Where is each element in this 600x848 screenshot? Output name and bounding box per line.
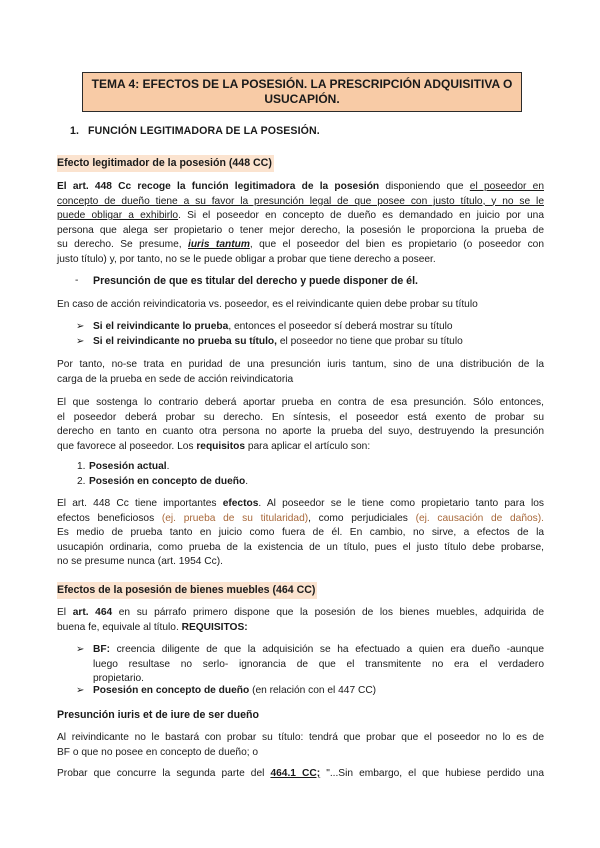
bold-text: Si el reivindicante lo prueba: [93, 321, 229, 332]
underlined-text: el poseedor en: [469, 181, 544, 192]
text-line: [57, 440, 544, 455]
text-line: el poseedor deberá probar su derecho. En síntesis, el poseedor está exento de probar su: [57, 411, 544, 423]
text: efectos beneficiosos: [57, 512, 162, 524]
text: El: [57, 607, 73, 618]
section-1-title: FUNCIÓN LEGITIMADORA DE LA POSESIÓN.: [88, 125, 320, 137]
bold-text: efectos: [222, 498, 259, 509]
text: para aplicar el artículo son:: [245, 440, 371, 452]
paragraph-prueba-en-contra: [57, 396, 544, 454]
text: creencia diligente de que la adquisición se ha efectuado a quien era dueño -aunque: [109, 644, 544, 655]
text-line: luego resultase no serlo- ignorancia de que el transmitente no era el verdadero: [93, 658, 544, 670]
paragraph-464-1: [57, 767, 544, 782]
ordered-list-number: 2.: [77, 476, 86, 487]
topic-title-line-2: USUCAPIÓN.: [264, 92, 340, 106]
text-line: Por tanto, no-se trata en puridad de una presunción iuris tantum, sino de una distribución de la: [57, 359, 544, 370]
subheading-presuncion-iuris-et-de-iure: Presunción iuris et de iure de ser dueño: [57, 709, 259, 721]
dash-bullet-mark: -: [75, 275, 79, 286]
paragraph-art-464: [57, 606, 544, 635]
text: (en relación con el 447 CC): [249, 685, 377, 696]
example-text: (ej. prueba de su titularidad): [161, 512, 309, 524]
text-line: no se presume nunca (art. 1954 Cc).: [57, 556, 223, 568]
bold-text: REQUISITOS:: [181, 621, 248, 633]
text: el poseedor no tiene que probar su título: [276, 336, 463, 347]
text-line: [93, 643, 544, 658]
topic-title-box: [82, 72, 522, 112]
underlined-text: puede obligar a exhibirlo: [57, 210, 179, 222]
bold-text: Posesión en concepto de dueño: [89, 476, 246, 487]
text: disponiendo que: [379, 181, 470, 192]
paragraph-accion-reivindicatoria: En caso de acción reivindicatoria vs. poseedor, es el reivindicante quien debe probar su título: [57, 299, 478, 310]
arrow-bullet-text: [93, 335, 463, 350]
text-line: carga de la prueba en sede de acción reivindicatoria: [57, 373, 294, 385]
subheading-efecto-legitimador: Efecto legitimador de la posesión (448 CC): [57, 155, 274, 172]
text-line: [57, 512, 544, 527]
arrow-bullet-icon: ➢: [76, 321, 85, 332]
text-line: Al reivindicante no le bastará con probar su título: tendrá que probar que el poseedor no lo es de: [57, 732, 544, 743]
arrow-bullet-text: [93, 684, 376, 699]
underlined-text: concepto de dueño tiene a su favor la presunción legal de que posee con justo título, y no se le: [57, 195, 544, 207]
arrow-bullet-icon: ➢: [76, 336, 85, 347]
dash-bullet-text: Presunción de que es titular del derecho y puede disponer de él.: [93, 275, 418, 287]
bold-text: Posesión actual: [89, 461, 167, 472]
ordered-list-number: 1.: [77, 461, 86, 472]
bold-underlined-text: 464.1 CC;: [270, 768, 321, 779]
ordered-list-item: [89, 460, 169, 475]
text-line: [57, 180, 544, 195]
text: .: [245, 476, 249, 487]
text: , entonces el poseedor sí deberá mostrar su título: [228, 321, 453, 332]
paragraph-reivindicante: [57, 731, 544, 760]
text: .: [166, 461, 170, 472]
text-line: propietario.: [93, 673, 144, 685]
text: . Si el poseedor en concepto de dueño es demandado en juicio por una: [178, 210, 544, 222]
text-line: [57, 767, 544, 782]
text: Probar que concurre la segunda parte del: [57, 768, 271, 779]
paragraph-art-448: [57, 180, 544, 268]
paragraph-efectos-448: [57, 497, 544, 570]
text-line: [57, 621, 544, 636]
bold-text: requisitos: [196, 440, 246, 452]
text-line: derecho en tanto en cuanto otra persona no aporte la prueba del suyo, destruyendo la presunción: [57, 426, 544, 438]
emphasis-text: iuris tantum: [188, 239, 250, 251]
paragraph-puridad: [57, 358, 544, 387]
text: , que el poseedor del bien es propietario (o poseedor con: [249, 239, 544, 251]
text: , como perjudiciales: [308, 512, 416, 524]
text-line: BF o que no posee en concepto de dueño; o: [57, 746, 259, 758]
text-line: justo título) y, por tanto, no se le puede obligar a probar que tiene derecho a poseer.: [57, 253, 436, 265]
text: El art. 448 Cc tiene importantes: [57, 498, 223, 509]
bold-text: art. 464: [72, 607, 113, 618]
bold-text: El art. 448 Cc recoge la función legitimadora de la posesión: [57, 181, 380, 192]
text-line: [57, 606, 544, 621]
text: "...Sin embargo, el que hubiese perdido una: [320, 768, 545, 779]
text-line: [57, 195, 544, 210]
example-text: (ej. causación de daños).: [415, 512, 544, 524]
text-line: persona que alega ser propietario o tener mejor derecho, la posesión le proporciona la prueba de: [57, 224, 544, 236]
text: que favorece al poseedor. Los: [57, 440, 197, 452]
text-line: [57, 497, 544, 512]
text-line: Es medio de prueba tanto en juicio como fuera de él. En cambio, no sirve, a efectos de la: [57, 527, 544, 539]
arrow-bullet-icon: ➢: [76, 644, 85, 655]
section-1-heading: [70, 124, 320, 139]
text-line: El que sostenga lo contrario deberá aportar prueba en contra de esa presunción. Sólo entonces,: [57, 397, 544, 408]
text-line: [57, 209, 544, 224]
text-line: usucapión ordinaria, como prueba de la existencia de un título, pues el justo título debe probarse,: [57, 541, 544, 553]
arrow-bullet-text-bf: [93, 643, 544, 687]
subheading-bienes-muebles: Efectos de la posesión de bienes muebles (464 CC): [57, 582, 317, 599]
text: . Al poseedor se le tiene como propietario tanto para los: [258, 498, 544, 509]
text: buena fe, equivale al título.: [57, 621, 182, 633]
text: su derecho. Se presume,: [57, 239, 188, 251]
section-1-number: 1.: [70, 125, 80, 137]
arrow-bullet-icon: ➢: [76, 685, 85, 696]
bold-text: Posesión en concepto de dueño: [93, 685, 250, 696]
ordered-list-item: [89, 475, 248, 490]
arrow-bullet-text: [93, 320, 453, 335]
topic-title-line-1: TEMA 4: EFECTOS DE LA POSESIÓN. LA PRESCRIPCIÓN ADQUISITIVA O: [91, 77, 513, 91]
bold-text: BF:: [93, 644, 110, 655]
text: en su párrafo primero dispone que la posesión de los bienes muebles, adquirida de: [112, 607, 544, 618]
text-line: [57, 238, 544, 253]
bold-text: Si el reivindicante no prueba su título,: [93, 336, 277, 347]
